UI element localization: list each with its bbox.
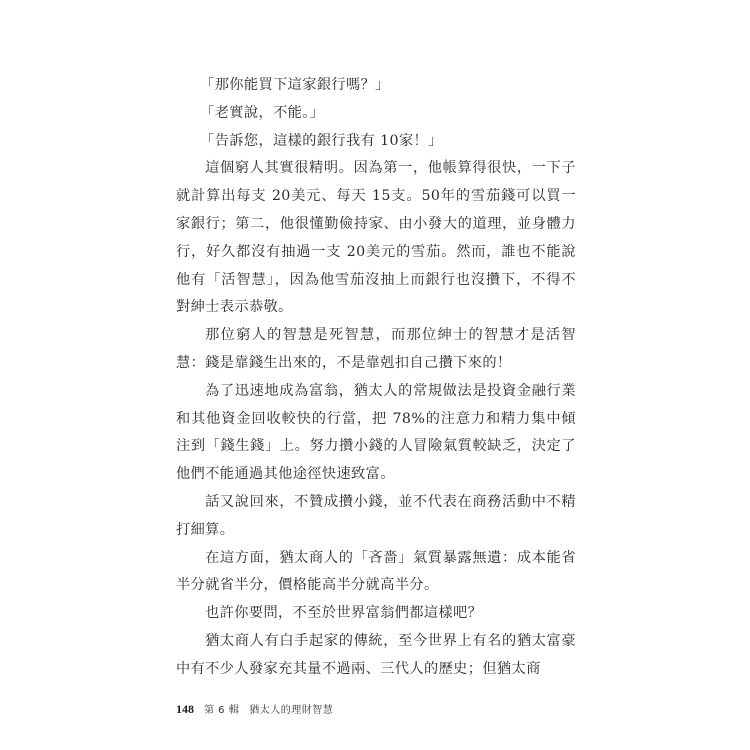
paragraph-investment: 為了迅速地成為富翁，猶太人的常規做法是投資金融行業和其他資金回收較快的行當，把 78%的注意力和精力集中傾注到「錢生錢」上。努力攢小錢的人冒險氣質較缺乏，決定了他們不能通過其他途徑快速致富。 xyxy=(176,382,576,483)
dialog-line-3: 「告訴您，這樣的銀行我有 10家！」 xyxy=(200,132,443,149)
chapter-title: 猶太人的理財智慧 xyxy=(249,705,334,716)
paragraph-tradition: 猶太商人有白手起家的傳統，至今世界上有名的猶太富豪中有不少人發家充其量不過兩、三代人的歷史；但猶太商 xyxy=(176,632,576,677)
dialog-line-1: 「那你能買下這家銀行嗎？」 xyxy=(200,77,390,93)
paragraph-small-money: 話又說回來，不贊成攢小錢，並不代表在商務活動中不精打細算。 xyxy=(176,493,576,538)
body-text xyxy=(176,72,576,684)
dialog-line-2: 「老實說，不能。」 xyxy=(200,104,325,121)
paragraph-question: 也許你要問，不至於世界富翁們都這樣吧？ xyxy=(205,605,483,622)
paragraph-wisdom: 那位窮人的智慧是死智慧，而那位紳士的智慧才是活智慧：錢是靠錢生出來的，不是靠剋扣自己攢下來的！ xyxy=(176,327,576,371)
paragraph-poor-man: 這個窮人其實很精明。因為第一，他帳算得很快，一下子就計算出每支 20美元、每天 15支。50年的雪茄錢可以買一家銀行；第二，他很懂勤儉持家、由小發大的道理，並身體力行，好久都沒有抽過一支 20美元的雪茄。然而，誰也不能說他有「活智慧」，因為他雪茄沒抽上而銀行也沒攢下，不得不對紳士表示恭敬。 xyxy=(176,160,576,316)
page-number: 148 xyxy=(176,702,194,716)
paragraph-stingy: 在這方面，猶太商人的「吝嗇」氣質暴露無遺：成本能省半分就省半分，價格能高半分就高半分。 xyxy=(176,549,576,594)
chapter-label: 第 6 輯 xyxy=(204,705,240,716)
page-footer xyxy=(176,701,333,717)
